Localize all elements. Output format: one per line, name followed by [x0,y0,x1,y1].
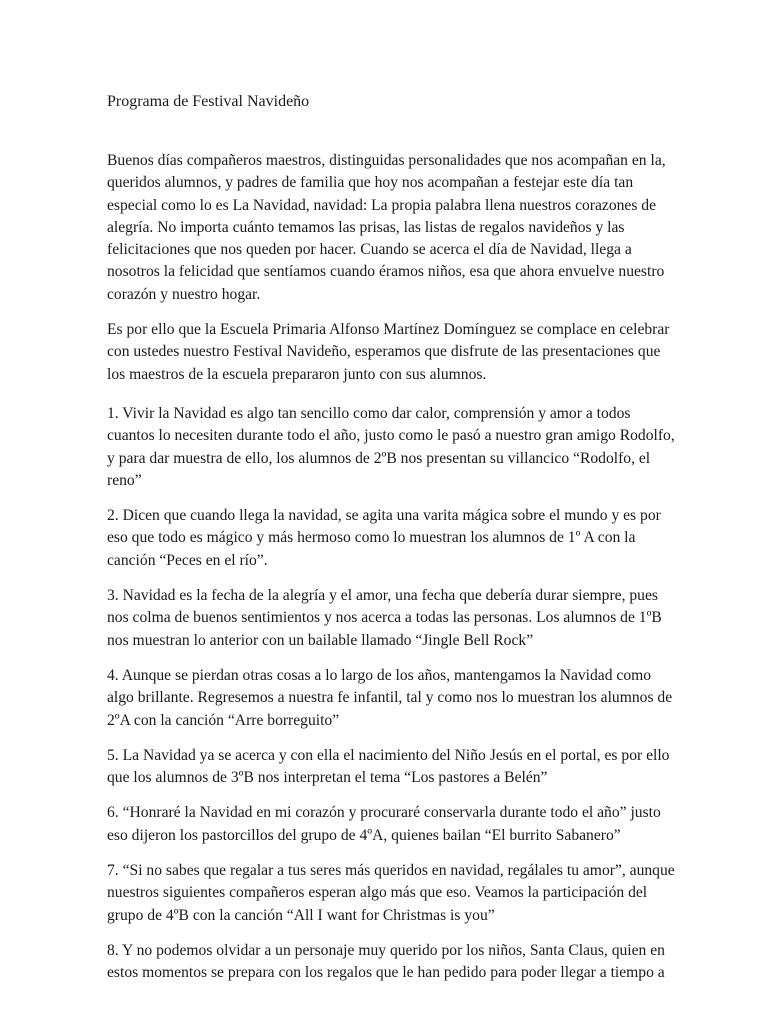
program-item-5: 5. La Navidad ya se acerca y con ella el nacimiento del Niño Jesús en el portal, es por ello que los alumnos de 3ºB nos interpretan el tema “Los pastores a Belén” [107,746,670,787]
intro-paragraph-1: Buenos días compañeros maestros, distinguidas personalidades que nos acompañan en la, queridos alumnos, y padres de familia que hoy nos acompañan a festejar este día tan especial como lo es La Navidad, navidad: La propia palabra llena nuestros corazones de alegría. No importa cuánto temamos las prisas, las listas de regalos navideños y las felicitaciones que nos queden por hacer. Cuando se acerca el día de Navidad, llega a nosotros la felicidad que sentíamos cuando éramos niños, esa que ahora envuelve nuestro corazón y nuestro hogar. [107,152,666,303]
program-item-1: 1. Vivir la Navidad es algo tan sencillo como dar calor, comprensión y amor a todos cuantos lo necesiten durante todo el año, justo como le pasó a nuestro gran amigo Rodolfo, y para dar muestra de ello, los alumnos de 2ºB nos presentan su villancico “Rodolfo, el reno” [107,404,675,489]
intro-paragraph-2: Es por ello que la Escuela Primaria Alfonso Martínez Domínguez se complace en celebrar con ustedes nuestro Festival Navideño, esperamos que disfrute de las presentaciones que los maestros de la escuela prepararon junto con sus alumnos. [107,321,670,383]
program-item-7: 7. “Si no sabes que regalar a tus seres más queridos en navidad, regálales tu amor”, aunque nuestros siguientes compañeros esperan algo más que eso. Veamos la participación del grupo de 4ºB con la canción “All I want for Christmas is you” [107,862,675,924]
program-item-2: 2. Dicen que cuando llega la navidad, se agita una varita mágica sobre el mundo y es por eso que todo es mágico y más hermoso como lo muestran los alumnos de 1º A con la canción “Peces en el río”. [107,507,661,569]
program-item-6: 6. “Honraré la Navidad en mi corazón y procuraré conservarla durante todo el año” justo eso dijeron los pastorcillos del grupo de 4ºA, quienes bailan “El burrito Sabanero” [107,804,661,844]
program-item-4: 4. Aunque se pierdan otras cosas a lo largo de los años, mantengamos la Navidad como algo brillante. Regresemos a nuestra fe infantil, tal y como nos lo muestran los alumnos de 2ºA con la canción “Arre borreguito” [107,666,673,729]
document-title: Programa de Festival Navideño [107,93,310,110]
program-item-8: 8. Y no podemos olvidar a un personaje muy querido por los niños, Santa Claus, quien en estos momentos se prepara con los regalos que le han pedido para poder llegar a tiempo a [107,941,665,982]
program-item-3: 3. Navidad es la fecha de la alegría y el amor, una fecha que debería durar siempre, pues nos colma de buenos sentimientos y nos acerca a todas las personas. Los alumnos de 1ºB nos muestran lo anterior con un bailable llamado “Jingle Bell Rock” [107,587,662,649]
program-list [107,403,728,985]
